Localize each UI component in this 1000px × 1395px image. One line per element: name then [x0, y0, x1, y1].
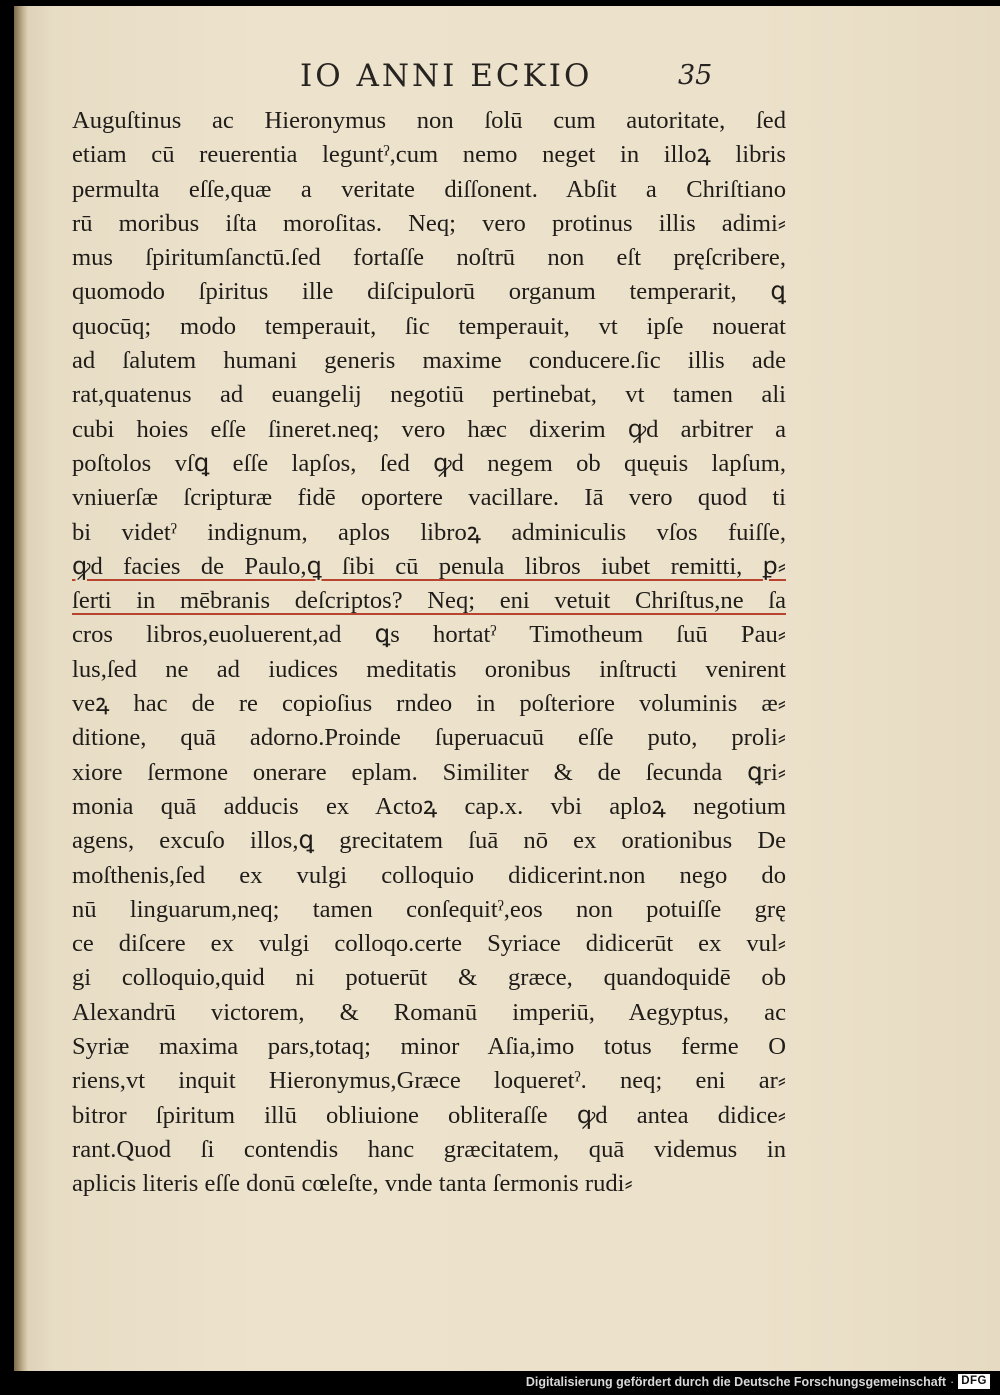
footer-separator: ·	[950, 1374, 955, 1389]
text-line: moſthenis,ſed ex vulgi colloquio didicerint.non nego do	[72, 861, 786, 889]
running-head: IO ANNI ECKIO	[300, 58, 593, 94]
text-line: etiam cū reuerentia leguntˀ,cum nemo neget in illoꝝ libris	[72, 141, 786, 169]
text-line: nū linguarum,neq; tamen conſequitˀ,eos non potuiſſe grę	[72, 895, 786, 923]
text-line: rat,quatenus ad euangelij negotiū pertinebat, vt tamen ali	[72, 381, 786, 409]
underlined-text-line: ꝙd facies de Paulo,ꝗ ſibi cū penula libros iubet remitti, ꝑ⸗	[72, 552, 786, 580]
text-line: monia quā adducis ex Actoꝝ cap.x. vbi aploꝝ negotium	[72, 792, 786, 820]
text-line: veꝝ hac de re copioſius rndeo in poſteriore voluminis æ⸗	[72, 690, 786, 718]
text-line: rant.Quod ſi contendis hanc græcitatem, quā videmus in	[72, 1135, 786, 1163]
text-line: bitror ſpiritum illū obliuione obliteraſſe ꝙd antea didice⸗	[72, 1101, 786, 1129]
text-line: ce diſcere ex vulgi colloqo.certe Syriace didicerūt ex vul⸗	[72, 930, 786, 958]
text-line: Alexandrū victorem, & Romanū imperiū, Aegyptus, ac	[72, 998, 786, 1026]
underlined-text-line: ſerti in mēbranis deſcriptos? Neq; eni vetuit Chriſtus,ne ſa	[72, 587, 786, 615]
dfg-logo: DFG	[958, 1374, 990, 1389]
text-line: xiore ſermone onerare eplam. Similiter & de ſecunda ꝗri⸗	[72, 758, 786, 786]
text-line: quomodo ſpiritus ille diſcipulorū organum temperarit, ꝗ	[72, 278, 786, 306]
funding-note: Digitalisierung gefördert durch die Deutsche Forschungsgemeinschaft	[525, 1374, 947, 1389]
text-line: cros libros,euoluerent,ad ꝗs hortatˀ Timotheum ſuū Pau⸗	[72, 621, 786, 649]
body-text	[72, 104, 786, 1202]
text-line: ditione, quā adorno.Proinde ſuperuacuū eſſe puto, proli⸗	[72, 724, 786, 752]
text-line: quocūq; modo temperauit, ſic temperauit, vt ipſe nouerat	[72, 312, 786, 340]
text-line: lus,ſed ne ad iudices meditatis oronibus inſtructi venirent	[72, 655, 786, 683]
text-line: rū moribus iſta moroſitas. Neq; vero protinus illis adimi⸗	[72, 209, 786, 237]
text-line: Auguſtinus ac Hieronymus non ſolū cum autoritate, ſed	[72, 107, 786, 134]
digitization-footer	[526, 1374, 990, 1389]
text-line: gi colloquio,quid ni potuerūt & græce, quandoquidē ob	[72, 964, 786, 992]
text-line: ad ſalutem humani generis maxime conducere.ſic illis ade	[72, 347, 786, 375]
page-number: 35	[678, 60, 713, 91]
text-line: bi videtˀ indignum, aplos libroꝝ adminiculis vſos fuiſſe,	[72, 518, 786, 546]
text-line: cubi hoies eſſe ſineret.neq; vero hæc dixerim ꝙd arbitrer a	[72, 415, 786, 443]
text-line: vniuerſæ ſcripturæ fidē oportere vacillare. Iā vero quod ti	[72, 484, 786, 512]
text-line: Syriæ maxima pars,totaq; minor Aſia,imo totus ferme O	[72, 1033, 786, 1061]
text-line: permulta eſſe,quæ a veritate diſſonent. Abſit a Chriſtiano	[72, 175, 786, 203]
text-line: mus ſpiritumſanctū.ſed fortaſſe noſtrū non eſt pręſcribere,	[72, 244, 786, 272]
text-line: riens,vt inquit Hieronymus,Græce loqueretˀ. neq; eni ar⸗	[72, 1067, 786, 1095]
text-line: aplicis literis eſſe donū cœleſte, vnde tanta ſermonis rudi⸗	[72, 1170, 633, 1198]
text-line: poſtolos vſꝗ eſſe lapſos, ſed ꝙd negem ob quęuis lapſum,	[72, 449, 786, 477]
text-line: agens, excuſo illos,ꝗ grecitatem ſuā nō ex orationibus De	[72, 827, 786, 855]
scanned-page	[14, 6, 1000, 1371]
